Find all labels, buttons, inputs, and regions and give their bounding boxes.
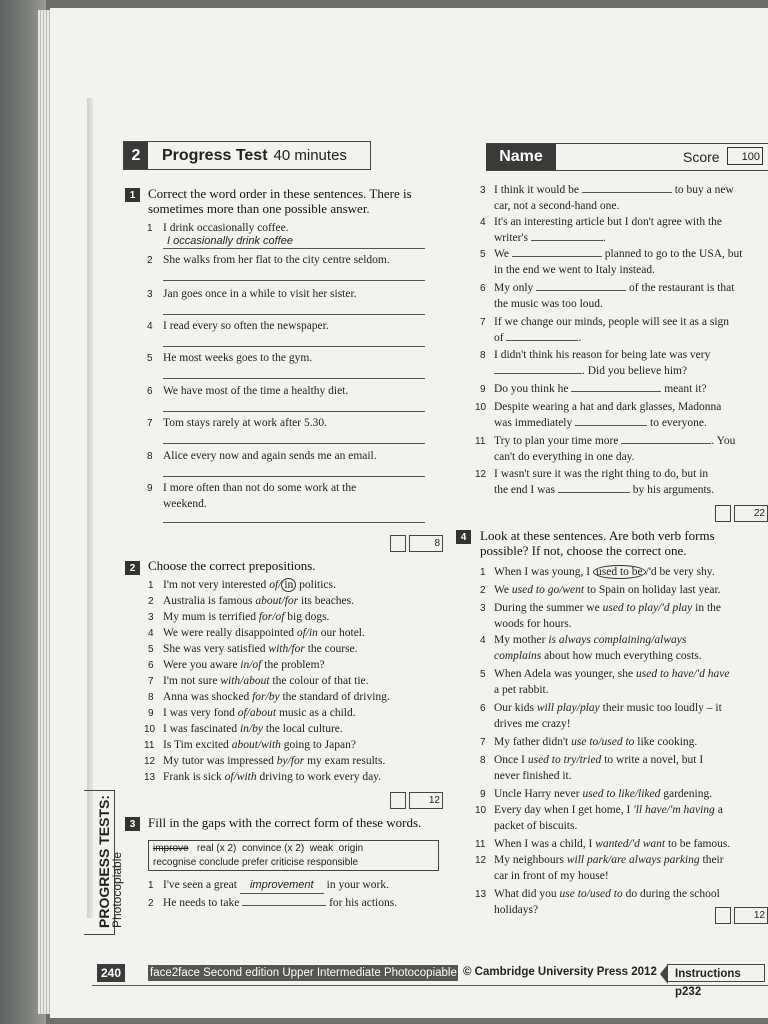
sentence [163,737,448,753]
answer-line[interactable] [163,346,425,347]
preposition-options: of/about [237,707,277,719]
sentence [163,415,443,431]
sentence-text: going to Japan? [280,739,356,751]
item-number: 12 [144,756,156,767]
answer-gap[interactable] [242,895,326,906]
verb-options: 'll have/'m having [633,804,715,816]
item-number: 3 [147,289,153,300]
answer-gap[interactable] [575,415,647,426]
handwritten-answer[interactable]: improvement [240,877,324,894]
sentence-text: Once I [494,754,528,766]
sentence-text: was immediately [494,417,576,429]
sentence-text: What did you [494,888,560,900]
sentence-text: When I was a child, I [494,838,596,850]
sentence [494,582,768,598]
item-number: 1 [148,580,154,591]
sentence-text: of the restaurant is that [626,282,735,294]
sentence-text: I've seen a great [163,879,240,891]
answer-line[interactable] [163,378,425,379]
copyright: © Cambridge University Press 2012 [463,966,657,978]
sentence [163,641,448,657]
sentence-text: . You [711,435,736,447]
sentence-text: the course. [304,643,358,655]
sentence [494,700,768,732]
sentence [163,657,448,673]
sentence-text: their [699,854,724,866]
sentence [494,182,766,214]
word: real (x 2) [196,843,237,854]
sentence [163,721,448,737]
sentence [494,347,766,379]
sentence-text: We were really disappointed [163,627,297,639]
sentence-text: the end I was [494,484,558,496]
sentence [163,769,448,785]
item-number: 8 [147,451,153,462]
sentence-text: Do you think he [494,383,572,395]
footer-rule [92,985,768,986]
sentence-text: to be famous. [665,838,731,850]
item-number: 9 [147,483,153,494]
sentence-text: Jan goes once in a while to visit her sister. [163,288,357,300]
sentence-text: car, not a second-hand one. [494,200,620,212]
sentence-text: I think it would be [494,184,582,196]
sentence [163,673,448,689]
preposition-options: by/for [276,755,305,767]
item-number: 2 [148,596,154,607]
verb-options: used to try/tried [527,754,602,766]
sentence-text: . [578,332,582,344]
sentence [163,480,443,512]
sentence-text: of [494,332,507,344]
sentence [494,466,766,498]
preposition-options: in/of [240,659,262,671]
item-number: 7 [148,676,154,687]
section-instruction: Look at these sentences. Are both verb forms possible? If not, choose the correct one. [480,528,715,558]
sentence-text: politics. [296,579,336,591]
sentence [163,448,443,464]
sentence-text: When I was young, I [494,566,594,578]
sentence-text: by his arguments. [629,484,714,496]
preposition-options: for/of [258,611,285,623]
instructions-ref: Instructions p232 [667,964,765,982]
sentence-text: like cooking. [634,736,698,748]
sentence-text: . [602,232,606,244]
sentence [494,852,768,884]
sentence-text: Frank is sick [163,771,225,783]
item-number: 7 [147,418,153,429]
verb-options: used to go/went [511,584,585,596]
verb-options: used to have/'d have [635,668,730,680]
word: origin [338,843,364,854]
score-box: 12 [409,792,443,809]
sentence [494,836,768,852]
item-number: 7 [480,317,486,328]
side-label-line-2: Photocopiable [110,851,124,928]
answer-line[interactable] [163,248,425,249]
item-number: 4 [480,635,486,646]
item-number: 8 [480,350,486,361]
sentence-text: I drink occasionally coffee. [163,222,289,234]
sentence [494,666,768,698]
item-number: 9 [148,708,154,719]
answer-line[interactable] [163,411,425,412]
sentence-text: in the [692,602,721,614]
sentence [163,877,448,894]
answer-gap[interactable] [621,433,711,444]
sentence-text: their music too loudly – it [599,702,722,714]
verb-options: will park/are always parking [566,854,700,866]
sentence-text: never finished it. [494,770,572,782]
sentence-text: He most weeks goes to the gym. [163,352,313,364]
sentence-text: My neighbours [494,854,567,866]
brand-banner: face2face Second edition Upper Intermediate Photocopiable [150,967,457,979]
item-number: 4 [148,628,154,639]
sentence-text: Our kids [494,702,537,714]
sentence-text: do during the school [622,888,720,900]
word-list-line-1 [153,842,434,856]
test-number: 2 [124,142,148,169]
answer-gap[interactable] [571,381,661,392]
sentence-text: driving to work every day. [256,771,382,783]
answer-gap[interactable] [531,230,603,241]
sentence-text: Alice every now and again sends me an email. [163,450,377,462]
item-number: 1 [148,880,154,891]
item-number: 13 [144,772,156,783]
page-number: 240 [97,964,125,982]
sentence-text: big dogs. [284,611,330,623]
preposition-options: in/by [239,723,263,735]
verb-options: will play/play [536,702,600,714]
sentence-text: Tom stays rarely at work after 5.30. [163,417,327,429]
test-duration: 40 minutes [273,147,347,164]
verb-options: used to like/liked [582,788,661,800]
answer-gap[interactable] [494,363,582,374]
sentence-text: packet of biscuits. [494,820,578,832]
sentence-text: gardening. [660,788,713,800]
sentence [163,609,448,625]
sentence-text: car in front of my house! [494,870,609,882]
sentence-text: woods for hours. [494,618,572,630]
item-number: 2 [480,585,486,596]
sentence [494,734,768,750]
section-instruction: Choose the correct prepositions. [148,558,316,573]
sentence-text: . Did you believe him? [582,365,688,377]
sentence [163,593,448,609]
item-number: 11 [144,740,155,751]
sentence-text: Anna was shocked [163,691,253,703]
sentence-text: I was fascinated [163,723,240,735]
sentence [163,753,448,769]
item-number: 6 [480,283,486,294]
item-number: 13 [475,889,487,900]
sentence-text: a [714,804,723,816]
item-number: 8 [148,692,154,703]
sentence-text: the music was too loud. [494,298,603,310]
name-label: Name [486,144,556,170]
item-number: 1 [480,567,486,578]
section-instruction: Fill in the gaps with the correct form of these words. [148,815,422,830]
preposition-options: for/by [252,691,280,703]
sentence-text: My mother [494,634,549,646]
sentence-text: writer's [494,232,531,244]
sentence-text: to Spain on holiday last year. [584,584,721,596]
sentence-text: I didn't think his reason for being late was very [494,349,711,361]
sentence-text: My tutor was impressed [163,755,277,767]
sentence [494,600,768,632]
item-number: 10 [144,724,156,735]
item-number: 8 [480,755,486,766]
item-number: 5 [147,353,153,364]
sentence [494,632,768,664]
sentence [163,318,443,334]
sentence-text: planned to go to the USA, but [601,248,743,260]
sentence-text: meant it? [661,383,707,395]
section-instruction: Correct the word order in these sentences. There is sometimes more than one possible answer. [148,186,412,216]
sentence-text: I was very fond [163,707,238,719]
preposition-options: of/in [296,627,318,639]
item-number: 10 [475,402,487,413]
word: improve [153,843,189,854]
preposition-options: of/with [224,771,257,783]
sentence [163,895,448,911]
sentence-text: Despite wearing a hat and dark glasses, Madonna [494,401,722,413]
sentence-text: in the end we went to Italy instead. [494,264,655,276]
sentence-text: She was very satisfied [163,643,269,655]
score-blank[interactable] [715,907,731,924]
sentence-text: the colour of that tie. [269,675,369,687]
sentence-text: We [494,248,512,260]
item-number: 10 [475,805,487,816]
sentence [163,383,443,399]
item-number: 3 [480,603,486,614]
section-number: 3 [125,817,140,831]
verb-options: wanted/'d want [595,838,666,850]
sentence-text: can't do everything in one day. [494,451,635,463]
sentence-text: to everyone. [647,417,707,429]
verb-options: complains [494,650,542,662]
item-number: 5 [480,669,486,680]
sentence [494,564,768,580]
sentence [163,625,448,641]
side-label [96,795,124,928]
sentence-text: Were you aware [163,659,241,671]
score-blank[interactable] [715,505,731,522]
item-number: 11 [475,436,486,447]
sentence [163,350,443,366]
item-number: 2 [148,898,154,909]
verb-options: use to/used to [559,888,623,900]
sentence-text: holidays? [494,904,539,916]
sentence-text: to write a novel, but I [601,754,704,766]
sentence-text: Every day when I get home, I [494,804,634,816]
item-number: 6 [147,386,153,397]
sentence-text: I more often than not do some work at the [163,482,357,494]
preposition-options: with/about [220,675,270,687]
sentence-text: Australia is famous [163,595,256,607]
sentence [494,802,768,834]
item-number: 6 [148,660,154,671]
sentence-text: My mum is terrified [163,611,259,623]
sentence-text: music as a child. [276,707,356,719]
section-number: 2 [125,561,140,575]
sentence-text: our hotel. [317,627,365,639]
sentence [163,705,448,721]
verb-options: use to/used to [571,736,635,748]
sentence-text: During the summer we [494,602,603,614]
section-number: 1 [125,188,140,202]
sentence [494,214,766,246]
sentence-text: Uncle Harry never [494,788,583,800]
sentence-text: a pet rabbit. [494,684,549,696]
item-number: 9 [480,384,486,395]
handwritten-answer: I occasionally drink coffee [167,235,293,247]
score-blank[interactable] [390,535,406,552]
word-list-line-2: recognise conclude prefer criticise responsible [153,857,359,868]
sentence [494,381,766,397]
item-number: 12 [475,469,487,480]
item-number: 4 [480,217,486,228]
sentence [163,286,443,302]
score-label: Score [683,149,720,165]
sentence-text: When Adela was younger, she [494,668,636,680]
sentence [494,786,768,802]
circled-answer: used to be [593,565,646,579]
sentence-text: Is Tim excited [163,739,232,751]
sentence-text: It's an interesting article but I don't agree with the [494,216,723,228]
item-number: 2 [147,255,153,266]
sentence-text: My only [494,282,537,294]
verb-options: used to play/'d play [602,602,693,614]
sentence [494,280,766,312]
sentence [163,220,443,236]
word-box [148,840,439,871]
sentence-text: the problem? [261,659,325,671]
answer-gap[interactable] [506,330,578,341]
sentence-text: We have most of the time a healthy diet. [163,385,349,397]
sentence-text: My father didn't [494,736,572,748]
sentence-text: the local culture. [262,723,343,735]
item-number: 3 [148,612,154,623]
sentence-text: I read every so often the newspaper. [163,320,329,332]
word: convince (x 2) [241,843,305,854]
preposition-options: of/ [269,579,282,591]
sentence [494,399,766,431]
sentence-text: about how much everything costs. [541,650,702,662]
sentence-text: the standard of driving. [279,691,390,703]
answer-line[interactable] [163,522,425,523]
answer-gap[interactable] [512,246,602,257]
sentence-text: I'm not sure [163,675,221,687]
sentence [163,577,448,593]
sentence [494,314,766,346]
side-label-line-1: PROGRESS TESTS: [96,794,112,928]
score-box: 22 [734,505,768,522]
item-number: 5 [148,644,154,655]
score-total: 100 [727,147,763,165]
sentence-text: I'm not very interested [163,579,270,591]
item-number: 6 [480,703,486,714]
name-score-header [486,143,768,171]
sentence-text: weekend. [163,498,207,510]
answer-line[interactable] [163,314,425,315]
item-number: 9 [480,789,486,800]
item-number: 3 [480,185,486,196]
sentence [163,252,443,268]
sentence [494,752,768,784]
word: weak [309,843,334,854]
score-box: 8 [409,535,443,552]
sentence-text: We [494,584,512,596]
score-blank[interactable] [390,792,406,809]
answer-line[interactable] [163,443,425,444]
sentence-text: /'d be very shy. [645,566,715,578]
sentence-text: I wasn't sure it was the right thing to do, but in [494,468,709,480]
circled-answer: in [281,578,296,592]
item-number: 11 [475,839,486,850]
answer-line[interactable] [163,280,425,281]
sentence [494,246,766,278]
sentence-text: in your work. [323,879,389,891]
sentence [494,433,766,465]
item-number: 4 [147,321,153,332]
sentence-text: He needs to take [163,897,243,909]
test-title: Progress Test [162,146,268,164]
sentence-text: drives me crazy! [494,718,571,730]
preposition-options: with/for [268,643,305,655]
sentence-text: Try to plan your time more [494,435,622,447]
item-number: 7 [480,737,486,748]
answer-gap[interactable] [536,280,626,291]
verb-options: is always complaining/always [548,634,687,646]
test-header [123,141,371,170]
answer-gap[interactable] [558,482,630,493]
sentence-text: its beaches. [298,595,355,607]
answer-gap[interactable] [582,182,672,193]
score-box: 12 [734,907,768,924]
sentence [163,689,448,705]
item-number: 12 [475,855,487,866]
sentence-text: my exam results. [304,755,386,767]
sentence-text: for his actions. [326,897,398,909]
sentence-text: to buy a new [671,184,734,196]
section-number: 4 [456,530,471,544]
sentence-text: She walks from her flat to the city centre seldom. [163,254,390,266]
preposition-options: about/for [255,595,299,607]
sentence-text: If we change our minds, people will see it as a sign [494,316,730,328]
preposition-options: about/with [231,739,281,751]
answer-line[interactable] [163,476,425,477]
item-number: 5 [480,249,486,260]
item-number: 1 [147,223,153,234]
